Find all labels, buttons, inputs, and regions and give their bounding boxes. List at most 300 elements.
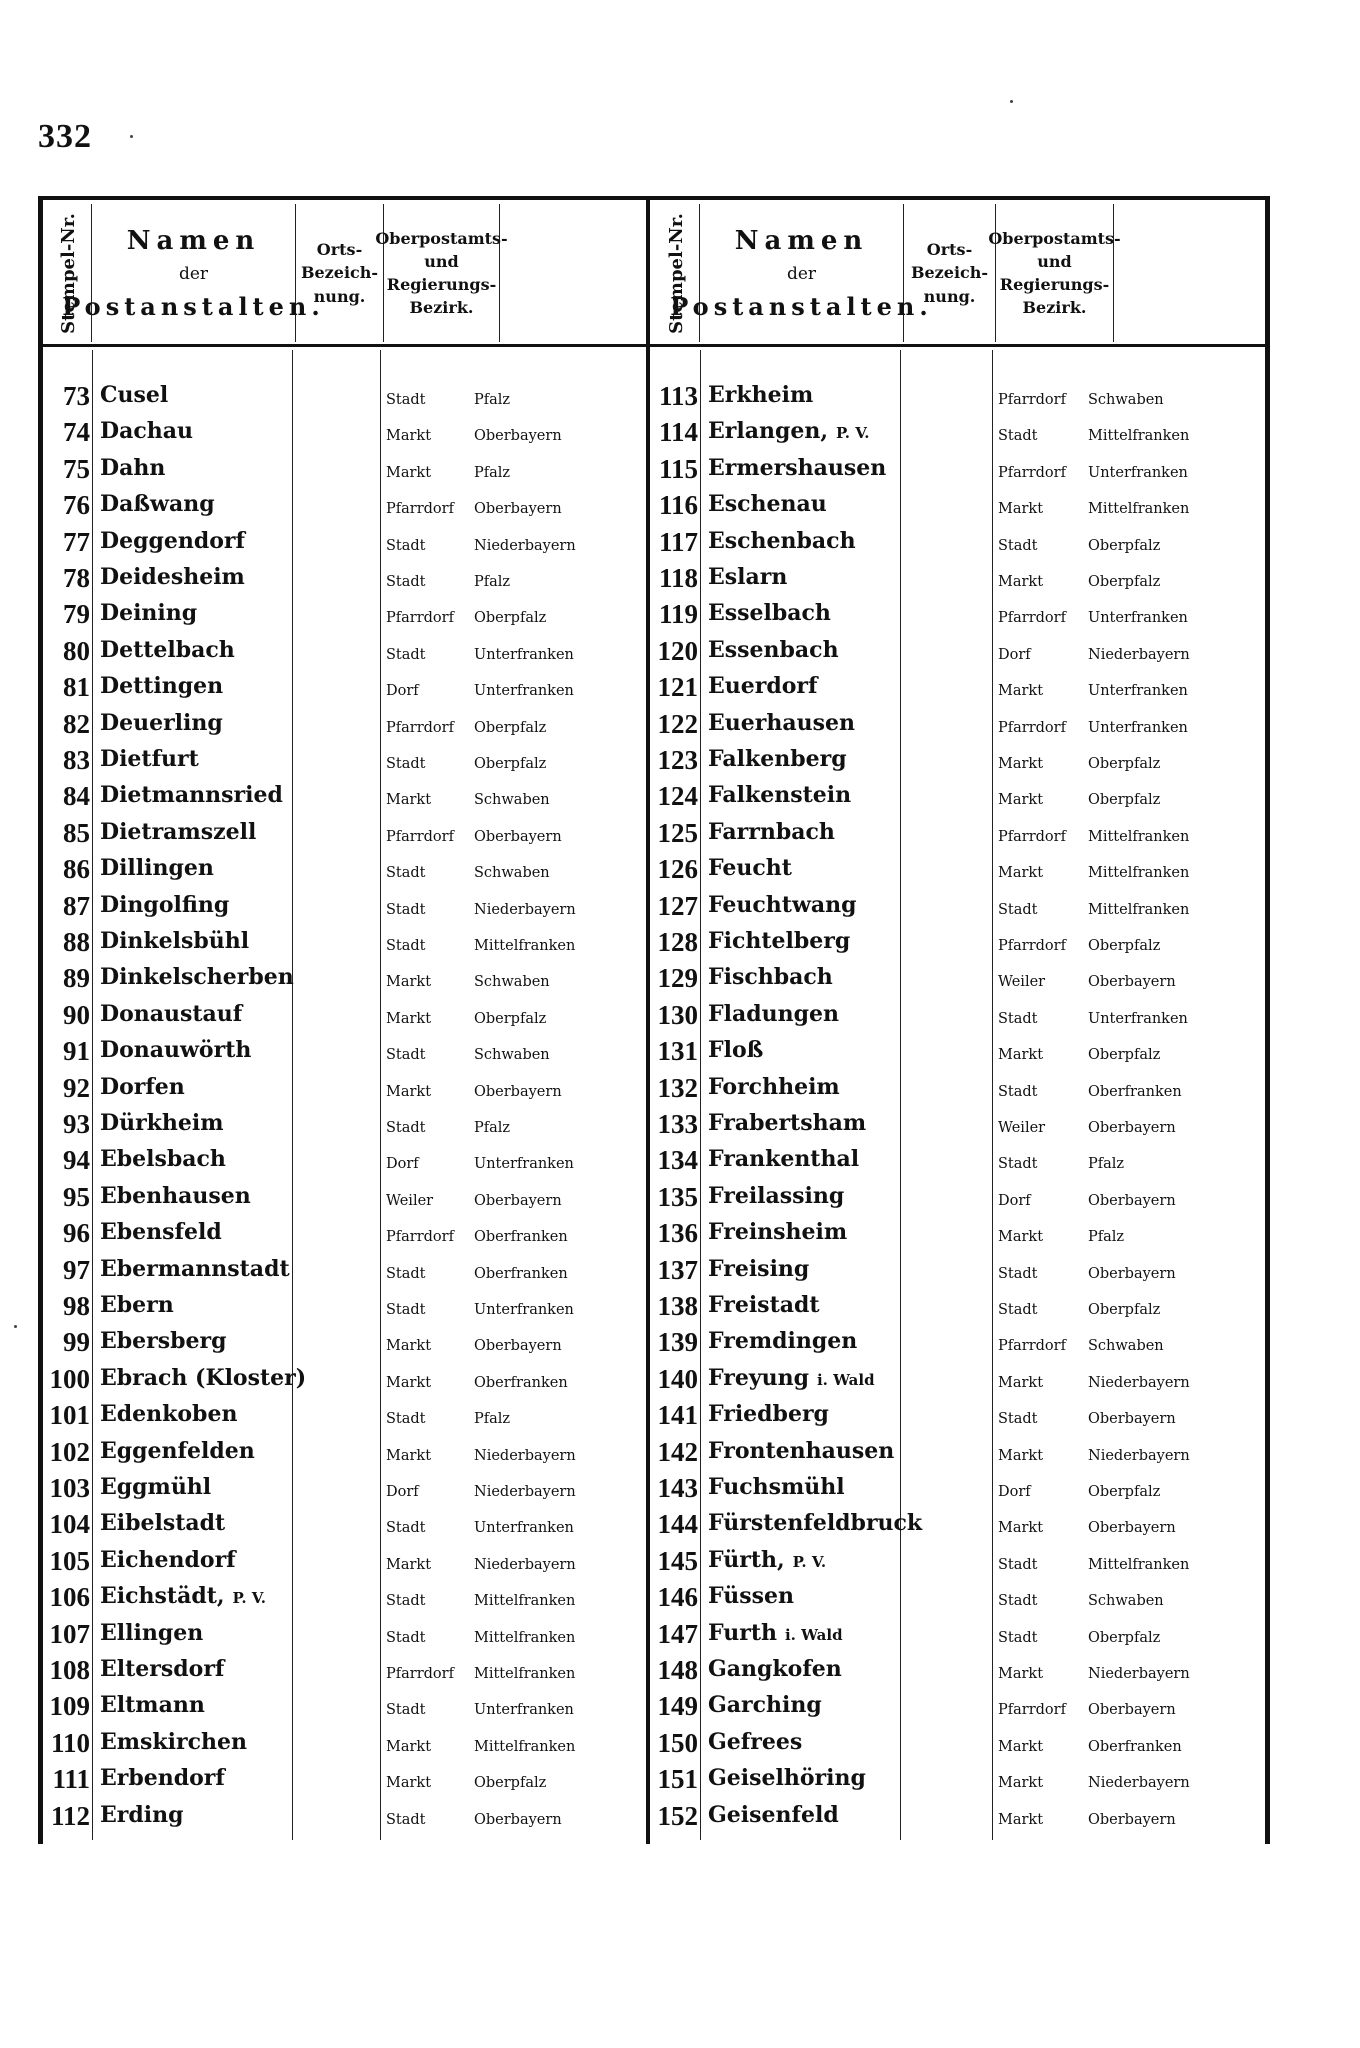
header-place-type (904, 204, 996, 342)
stamp-number: 128 (657, 927, 698, 957)
post-office-name (702, 815, 843, 851)
post-office-name (94, 633, 243, 669)
stamp-number: 126 (657, 854, 698, 885)
table-row (46, 1106, 644, 1142)
post-office-name (702, 487, 835, 523)
place-type: Pfarrdorf (386, 1229, 454, 1246)
header-stamp-number (654, 204, 700, 342)
post-office-name-text: Freistadt (708, 1292, 820, 1318)
post-office-name (702, 669, 825, 705)
table-row (654, 1070, 1264, 1106)
post-office-name (702, 633, 847, 669)
stamp-number: 87 (63, 890, 90, 921)
post-office-name-text: Deuerling (100, 709, 223, 736)
post-office-name-text: Geiselhöring (708, 1765, 866, 1792)
district: Schwaben (1088, 1593, 1164, 1610)
post-office-name (702, 1070, 848, 1106)
table-row (654, 778, 1264, 814)
table-row (654, 1179, 1264, 1215)
header-place-type-line: Bezeich- (910, 263, 989, 283)
post-office-name (702, 1033, 771, 1069)
post-office-name (94, 888, 237, 924)
header-district-line: Regierungs- (999, 275, 1110, 294)
post-office-name-text: Eltersdorf (100, 1656, 225, 1682)
table-row (46, 560, 644, 596)
header-stamp-number-label: Stempel-Nr. (666, 212, 687, 334)
place-type: Dorf (386, 1156, 419, 1173)
header-names-line2: der (178, 263, 209, 284)
post-office-name-text: Daßwang (100, 491, 215, 518)
district: Mittelfranken (474, 1738, 576, 1755)
place-type: Stadt (386, 1520, 426, 1537)
header-names-line3: Postanstalten. (670, 291, 933, 321)
table-row (46, 1361, 644, 1397)
header-district-line: und (424, 251, 459, 271)
district: Oberfranken (1088, 1083, 1182, 1100)
post-office-name (94, 1434, 263, 1470)
place-type: Markt (386, 1374, 432, 1391)
place-type: Weiler (386, 1192, 434, 1209)
table-row (654, 1361, 1264, 1397)
post-office-name-text: Dillingen (100, 855, 214, 882)
stamp-number: 88 (63, 927, 90, 957)
stamp-number: 149 (657, 1691, 698, 1722)
stamp-number: 92 (63, 1072, 90, 1103)
stamp-number: 132 (657, 1072, 698, 1103)
stamp-number: 82 (63, 708, 90, 739)
post-office-name (702, 1215, 855, 1251)
table-row (46, 1142, 644, 1178)
table-row (654, 742, 1264, 778)
post-office-name-text: Donauwörth (100, 1037, 252, 1064)
header-place-type-line: Bezeich- (300, 263, 379, 283)
place-type: Weiler (998, 1120, 1046, 1136)
district: Oberbayern (1088, 1411, 1176, 1428)
post-office-name-text: Erlangen, (708, 418, 829, 445)
district: Oberbayern (474, 1192, 562, 1209)
place-type: Stadt (386, 1593, 426, 1610)
header-names-line1: Namen (734, 225, 869, 256)
table-row (46, 378, 644, 414)
table-row (46, 1070, 644, 1106)
post-office-name (94, 1798, 191, 1834)
place-type: Markt (998, 501, 1044, 518)
post-office-name (702, 1361, 875, 1397)
scan-speck (130, 135, 133, 138)
district: Oberbayern (1088, 1120, 1176, 1136)
post-office-name-text: Fischbach (708, 964, 833, 991)
table-row (654, 1506, 1264, 1542)
table-row (46, 1288, 644, 1324)
place-type: Markt (386, 428, 432, 445)
post-office-name (94, 1579, 266, 1615)
post-office-name-text: Erkheim (708, 382, 814, 408)
table-row (46, 1434, 644, 1470)
table-row (46, 997, 644, 1033)
post-office-name (702, 1652, 850, 1688)
post-office-name-text: Friedberg (708, 1401, 829, 1428)
post-office-name-text: Garching (708, 1692, 822, 1719)
stamp-number: 91 (63, 1036, 90, 1067)
stamp-number: 114 (658, 417, 698, 448)
table-row (654, 1033, 1264, 1069)
post-office-name-text: Erding (100, 1801, 184, 1828)
table-row (654, 1798, 1264, 1834)
post-office-name-text: Ebermannstadt (100, 1255, 290, 1282)
post-office-name (94, 1142, 234, 1178)
stamp-number: 86 (63, 854, 90, 885)
table-row (654, 960, 1264, 996)
post-office-name-text: Ebelsbach (100, 1146, 226, 1173)
post-office-name (94, 1652, 232, 1688)
table-row (654, 888, 1264, 924)
table-row (46, 1761, 644, 1797)
stamp-number: 123 (657, 745, 698, 775)
place-type: Stadt (998, 1083, 1038, 1100)
place-type: Stadt (386, 938, 426, 954)
post-office-name-text: Dinkelscherben (100, 964, 294, 991)
post-office-name-text: Fremdingen (708, 1328, 858, 1355)
stamp-number: 127 (657, 890, 698, 921)
post-office-name (702, 706, 863, 742)
stamp-number: 135 (657, 1181, 698, 1212)
table-row (46, 669, 644, 705)
stamp-number: 121 (657, 672, 698, 703)
district: Oberbayern (474, 1811, 562, 1828)
post-office-name-text: Freinsheim (708, 1219, 848, 1246)
district: Mittelfranken (1088, 901, 1190, 918)
district: Niederbayern (1088, 1447, 1190, 1464)
post-office-name-text: Fichtelberg (708, 928, 851, 954)
table-row (46, 851, 644, 887)
district: Unterfranken (474, 1520, 574, 1537)
district: Oberpfalz (1088, 574, 1161, 590)
table-row (654, 1579, 1264, 1615)
district: Oberpfalz (474, 1775, 547, 1792)
place-type: Markt (386, 974, 432, 991)
table-row (46, 524, 644, 560)
district: Mittelfranken (1088, 1556, 1190, 1573)
stamp-number: 117 (658, 526, 698, 557)
post-office-name (94, 706, 231, 742)
stamp-number: 97 (63, 1254, 90, 1285)
district: Mittelfranken (474, 938, 576, 954)
table-row (46, 1798, 644, 1834)
district: Pfalz (474, 464, 511, 481)
post-office-name-text: Ebenhausen (100, 1182, 251, 1209)
district: Niederbayern (474, 1556, 576, 1573)
stamp-number: 151 (657, 1764, 698, 1795)
post-office-name (702, 924, 858, 960)
district: Oberbayern (1088, 974, 1176, 991)
post-office-name (94, 1033, 259, 1069)
place-type: Markt (998, 1447, 1044, 1464)
post-office-name (702, 1434, 902, 1470)
district: Mittelfranken (474, 1593, 576, 1610)
place-type: Markt (998, 1738, 1044, 1755)
district: Oberpfalz (474, 756, 547, 772)
stamp-number: 116 (658, 490, 698, 521)
post-office-name-text: Dettelbach (100, 636, 235, 663)
header-district (375, 204, 508, 342)
place-type: Markt (386, 1010, 432, 1027)
stamp-number: 105 (49, 1545, 90, 1576)
stamp-number: 76 (63, 490, 90, 521)
stamp-number: 106 (49, 1582, 90, 1613)
stamp-number: 73 (63, 381, 90, 411)
district: Niederbayern (1088, 646, 1190, 663)
table-row (46, 633, 644, 669)
place-type: Markt (386, 1775, 432, 1792)
place-type: Markt (998, 865, 1044, 882)
stamp-number: 125 (657, 817, 698, 848)
district: Schwaben (474, 1047, 550, 1064)
place-type: Pfarrdorf (386, 501, 454, 518)
table-row (654, 1397, 1264, 1433)
stamp-number: 103 (49, 1473, 90, 1503)
place-type: Stadt (386, 1702, 426, 1719)
post-office-name (702, 742, 855, 778)
stamp-number: 119 (658, 599, 698, 630)
table-row (46, 960, 644, 996)
stamp-number: 129 (657, 963, 698, 994)
place-type: Markt (386, 1447, 432, 1464)
stamp-number: 140 (657, 1363, 698, 1394)
district: Oberpfalz (474, 719, 547, 736)
post-office-name (702, 960, 841, 996)
header-place-type (296, 204, 384, 342)
post-office-name (702, 451, 894, 487)
post-office-name-text: Cusel (100, 382, 169, 408)
district: Oberpfalz (1088, 1484, 1161, 1500)
stamp-number: 139 (657, 1327, 698, 1358)
place-type: Markt (998, 1666, 1044, 1682)
post-office-name-text: Dinkelsbühl (100, 928, 250, 954)
place-type: Stadt (998, 901, 1038, 918)
post-office-name (94, 378, 176, 414)
post-office-name-text: Floß (708, 1037, 764, 1064)
scan-speck (1010, 100, 1013, 103)
post-office-name-text: Frabertsham (708, 1110, 867, 1136)
place-type: Dorf (998, 1484, 1031, 1500)
header-names-line1: Namen (126, 225, 261, 256)
post-office-name-text: Dettingen (100, 673, 224, 700)
place-type: Dorf (386, 1484, 419, 1500)
post-office-name (702, 1761, 874, 1797)
table-row (654, 851, 1264, 887)
stamp-number: 145 (657, 1545, 698, 1576)
stamp-number: 79 (63, 599, 90, 630)
place-type: Pfarrdorf (998, 938, 1066, 954)
table-row (46, 778, 644, 814)
post-office-name (702, 524, 864, 560)
post-office-name (702, 596, 839, 632)
place-type: Pfarrdorf (998, 828, 1066, 845)
stamp-number: 136 (657, 1218, 698, 1249)
post-office-name (702, 1142, 867, 1178)
district: Niederbayern (1088, 1374, 1190, 1391)
district: Oberbayern (474, 501, 562, 518)
place-type: Pfarrdorf (998, 1702, 1066, 1719)
place-type: Stadt (998, 1156, 1038, 1173)
place-type: Stadt (998, 428, 1038, 445)
table-row (654, 1324, 1264, 1360)
post-office-name (94, 414, 201, 450)
place-type: Pfarrdorf (998, 719, 1066, 736)
district: Oberpfalz (1088, 1302, 1161, 1318)
stamp-number: 152 (657, 1800, 698, 1831)
post-office-name-text: Fürth, (708, 1546, 785, 1573)
post-office-name (702, 1616, 843, 1652)
district: Oberbayern (1088, 1265, 1176, 1282)
post-office-name (702, 1252, 817, 1288)
district: Oberfranken (474, 1265, 568, 1282)
post-office-name-text: Eltmann (100, 1692, 205, 1719)
place-type: Stadt (386, 901, 426, 918)
stamp-number: 93 (63, 1109, 90, 1139)
header-district-line: und (1037, 251, 1072, 271)
table-row (654, 378, 1264, 414)
stamp-number: 148 (657, 1655, 698, 1685)
table-row (654, 524, 1264, 560)
table-row (46, 596, 644, 632)
scan-speck (14, 1325, 17, 1328)
post-office-name-text: Forchheim (708, 1073, 840, 1100)
district: Oberbayern (474, 1083, 562, 1100)
table-left-rule (38, 196, 43, 1844)
post-office-name-text: Dietmannsried (100, 782, 283, 809)
district: Schwaben (474, 974, 550, 991)
place-type: Markt (998, 1520, 1044, 1537)
post-office-name-text: Edenkoben (100, 1401, 238, 1428)
district: Niederbayern (1088, 1666, 1190, 1682)
table-row (46, 487, 644, 523)
table-row (654, 487, 1264, 523)
stamp-number: 95 (63, 1181, 90, 1212)
post-office-name-text: Gangkofen (708, 1656, 842, 1682)
header-district-line: Regierungs- (386, 275, 497, 294)
header-names-line2: der (786, 263, 817, 284)
post-office-name-text: Erbendorf (100, 1765, 225, 1792)
post-office-name-text: Ebern (100, 1292, 174, 1318)
district: Unterfranken (474, 1702, 574, 1719)
district: Niederbayern (474, 1447, 576, 1464)
place-type: Markt (386, 1083, 432, 1100)
table-row (46, 1543, 644, 1579)
table-row (654, 1106, 1264, 1142)
post-office-name-suffix: i. Wald (784, 1625, 843, 1644)
post-office-name (94, 778, 291, 814)
table-half-right (654, 196, 1264, 1844)
header-district-line: Oberpostamts- (375, 228, 508, 248)
district: Unterfranken (1088, 464, 1188, 481)
post-office-name (94, 1725, 255, 1761)
table-row (654, 414, 1264, 450)
district: Oberpfalz (1088, 938, 1161, 954)
post-office-name (702, 1470, 853, 1506)
table-row (46, 1652, 644, 1688)
header-district-line: Bezirk. (1022, 298, 1087, 318)
place-type: Markt (386, 1338, 432, 1355)
stamp-number: 142 (657, 1436, 698, 1467)
table-center-divider (646, 196, 650, 1844)
place-type: Markt (998, 1374, 1044, 1391)
table-row (654, 924, 1264, 960)
table-row (46, 1725, 644, 1761)
stamp-number: 112 (50, 1800, 90, 1831)
table-row (654, 1543, 1264, 1579)
table-row (654, 1142, 1264, 1178)
post-office-name (94, 1215, 230, 1251)
stamp-number: 77 (63, 526, 90, 557)
post-office-name-text: Fürstenfeldbruck (708, 1510, 923, 1537)
post-office-table (38, 196, 1270, 1844)
district: Pfalz (1088, 1229, 1125, 1246)
post-office-name (94, 924, 257, 960)
post-office-name (94, 1688, 213, 1724)
district: Oberpfalz (1088, 792, 1161, 809)
post-office-name (702, 414, 870, 450)
post-office-name (94, 1761, 233, 1797)
post-office-name (702, 1798, 847, 1834)
post-office-name (702, 1579, 802, 1615)
table-row (654, 1616, 1264, 1652)
stamp-number: 108 (49, 1655, 90, 1685)
district: Oberfranken (474, 1374, 568, 1391)
stamp-number: 90 (63, 999, 90, 1030)
table-row (46, 1616, 644, 1652)
stamp-number: 120 (657, 635, 698, 666)
district: Oberpfalz (1088, 537, 1161, 554)
stamp-number: 134 (657, 1145, 698, 1176)
stamp-number: 118 (658, 563, 698, 593)
stamp-number: 89 (63, 963, 90, 994)
place-type: Markt (386, 1738, 432, 1755)
district: Schwaben (1088, 392, 1164, 408)
post-office-name-suffix: P. V. (232, 1589, 267, 1608)
place-type: Pfarrdorf (998, 1338, 1066, 1355)
table-row (654, 669, 1264, 705)
place-type: Pfarrdorf (998, 464, 1066, 481)
place-type: Markt (386, 464, 432, 481)
post-office-name-text: Deining (100, 600, 198, 627)
post-office-name-text: Freilassing (708, 1182, 845, 1209)
post-office-name (702, 1324, 865, 1360)
district: Oberfranken (1088, 1738, 1182, 1755)
stamp-number: 74 (63, 417, 90, 448)
table-row (654, 1688, 1264, 1724)
post-office-name (94, 815, 264, 851)
district: Unterfranken (474, 1302, 574, 1318)
post-office-name (94, 997, 250, 1033)
table-row (654, 1252, 1264, 1288)
place-type: Pfarrdorf (386, 719, 454, 736)
post-office-name-suffix: i. Wald (816, 1370, 875, 1389)
table-row (46, 706, 644, 742)
stamp-number: 150 (657, 1727, 698, 1758)
post-office-name-text: Dietfurt (100, 746, 199, 772)
district: Schwaben (474, 865, 550, 882)
post-office-name-text: Ebersberg (100, 1328, 227, 1355)
post-office-name (94, 669, 231, 705)
post-office-name (94, 560, 253, 596)
post-office-name-text: Falkenstein (708, 782, 852, 809)
district: Niederbayern (1088, 1775, 1190, 1792)
table-row (46, 414, 644, 450)
post-office-name-text: Deggendorf (100, 527, 245, 554)
district: Pfalz (474, 574, 511, 590)
table-row (46, 1579, 644, 1615)
